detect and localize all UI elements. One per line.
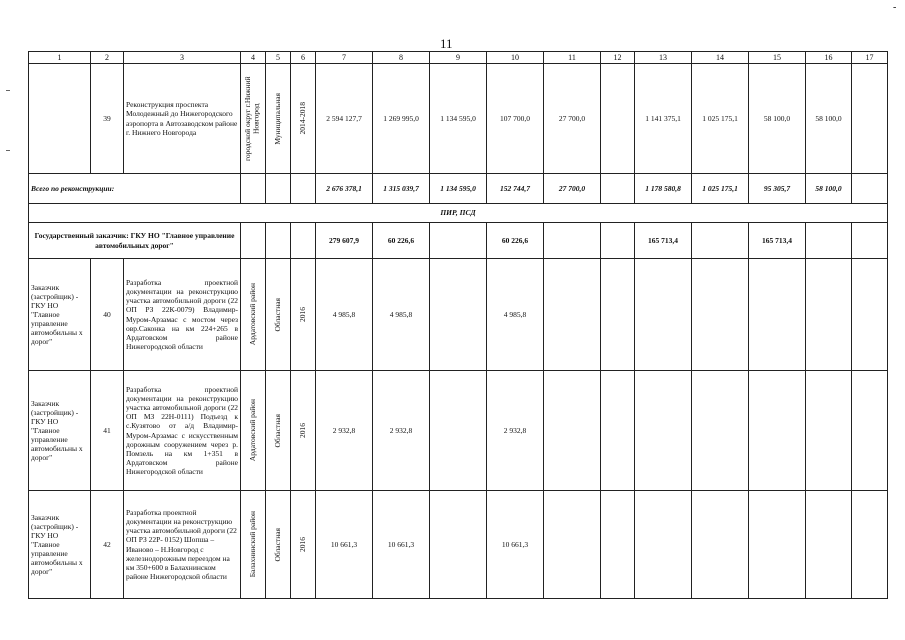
value-cell: 10 661,3 <box>316 491 373 599</box>
object-name: Реконструкция проспекта Молодежный до Нижегородского аэропорта в Автозаводском районе г. Нижнего Новгорода <box>124 64 241 174</box>
value-cell: 2 594 127,7 <box>316 64 373 174</box>
corner-mark: - <box>893 2 897 13</box>
col-header: 13 <box>635 52 692 64</box>
value-cell: 4 985,8 <box>373 259 430 371</box>
empty-cell <box>430 259 487 371</box>
territory: Ардатовский район <box>248 283 258 346</box>
value-cell: 107 700,0 <box>487 64 544 174</box>
empty-cell <box>635 259 692 371</box>
table-row <box>29 64 888 174</box>
ownership-cell <box>266 491 291 599</box>
empty-cell <box>241 174 266 204</box>
empty-cell <box>806 491 852 599</box>
client-cell <box>29 64 91 174</box>
total-value: 152 744,7 <box>487 174 544 204</box>
row-number: 39 <box>91 64 124 174</box>
total-value: 27 700,0 <box>544 174 601 204</box>
empty-cell <box>430 223 487 259</box>
empty-cell <box>266 223 291 259</box>
col-header: 3 <box>124 52 241 64</box>
customer-value: 60 226,6 <box>487 223 544 259</box>
empty-cell <box>430 371 487 491</box>
col-header: 14 <box>692 52 749 64</box>
empty-cell <box>852 223 888 259</box>
empty-cell <box>430 491 487 599</box>
table-row <box>29 491 888 599</box>
territory: городской округ г.Нижний Новгород <box>243 76 261 161</box>
territory-cell <box>241 371 266 491</box>
empty-cell <box>266 174 291 204</box>
total-value: 95 305,7 <box>749 174 806 204</box>
empty-cell <box>806 223 852 259</box>
customer-value: 279 607,9 <box>316 223 373 259</box>
empty-cell <box>601 491 635 599</box>
total-value: 1 025 175,1 <box>692 174 749 204</box>
territory-cell <box>241 259 266 371</box>
empty-cell <box>291 174 316 204</box>
value-cell <box>852 64 888 174</box>
col-header: 16 <box>806 52 852 64</box>
col-header: 6 <box>291 52 316 64</box>
value-cell: 2 932,8 <box>373 371 430 491</box>
value-cell: 1 134 595,0 <box>430 64 487 174</box>
ownership-cell <box>266 64 291 174</box>
total-value: 58 100,0 <box>806 174 852 204</box>
total-value: 2 676 378,1 <box>316 174 373 204</box>
empty-cell <box>544 223 601 259</box>
total-value: 1 315 039,7 <box>373 174 430 204</box>
year: 2016 <box>298 307 308 322</box>
row-number: 40 <box>91 259 124 371</box>
value-cell: 1 141 375,1 <box>635 64 692 174</box>
empty-cell <box>749 491 806 599</box>
value-cell: 58 100,0 <box>806 64 852 174</box>
section-title: ПИР, ПСД <box>29 204 888 223</box>
ownership-cell <box>266 259 291 371</box>
col-header: 15 <box>749 52 806 64</box>
empty-cell <box>692 259 749 371</box>
value-cell: 1 269 995,0 <box>373 64 430 174</box>
empty-cell <box>544 491 601 599</box>
customer-row <box>29 223 888 259</box>
object-name: Разработка проектной документации на реконструкцию участка автомобильной дороги (22 ОП РЗ 22Р- 0152) Шопша – Иваново – Н.Новгород с железнодорожным переездом на км 350+600 в Балахнинском районе Нижегородской области <box>124 491 241 599</box>
empty-cell <box>692 491 749 599</box>
value-cell: 2 932,8 <box>487 371 544 491</box>
ownership-cell <box>266 371 291 491</box>
client-cell: Заказчик (застройщик) - ГКУ НО "Главное управление автомобильны х дорог" <box>29 259 91 371</box>
page-number: 11 <box>440 36 453 51</box>
header-row <box>29 52 888 64</box>
period: 2014-2018 <box>298 102 308 135</box>
col-header: 8 <box>373 52 430 64</box>
value-cell: 1 025 175,1 <box>692 64 749 174</box>
col-header: 5 <box>266 52 291 64</box>
object-name: Разработка проектной документации на реконструкцию участка автомобильной дороги (22 ОП РЗ 22К-0079) Владимир-Муром-Арзамас с мостом через овр.Саконка на км 224+265 в Ардатовском районе Нижегородской области <box>124 259 241 371</box>
client-cell: Заказчик (застройщик) - ГКУ НО "Главное управление автомобильны х дорог" <box>29 491 91 599</box>
margin-tick <box>6 90 10 91</box>
value-cell: 58 100,0 <box>749 64 806 174</box>
ownership: Муниципальная <box>273 92 283 145</box>
empty-cell <box>692 371 749 491</box>
col-header: 11 <box>544 52 601 64</box>
empty-cell <box>601 223 635 259</box>
empty-cell <box>749 371 806 491</box>
year: 2016 <box>298 423 308 438</box>
ownership: Областная <box>273 297 283 332</box>
col-header: 1 <box>29 52 91 64</box>
col-header: 10 <box>487 52 544 64</box>
table-row <box>29 259 888 371</box>
customer-value: 60 226,6 <box>373 223 430 259</box>
customer-label: Государственный заказчик: ГКУ НО "Главное управление автомобильных дорог" <box>29 223 241 259</box>
territory-cell <box>241 64 266 174</box>
empty-cell <box>601 174 635 204</box>
territory: Балахнинский район <box>248 511 258 578</box>
value-cell <box>601 64 635 174</box>
empty-cell <box>291 223 316 259</box>
empty-cell <box>806 259 852 371</box>
value-cell: 2 932,8 <box>316 371 373 491</box>
empty-cell <box>852 174 888 204</box>
col-header: 12 <box>601 52 635 64</box>
row-number: 41 <box>91 371 124 491</box>
year-cell <box>291 259 316 371</box>
empty-cell <box>601 259 635 371</box>
year-cell <box>291 491 316 599</box>
value-cell: 4 985,8 <box>487 259 544 371</box>
value-cell: 27 700,0 <box>544 64 601 174</box>
empty-cell <box>852 259 888 371</box>
total-row <box>29 174 888 204</box>
ownership: Областная <box>273 527 283 562</box>
period-cell <box>291 64 316 174</box>
empty-cell <box>544 259 601 371</box>
row-number: 42 <box>91 491 124 599</box>
col-header: 4 <box>241 52 266 64</box>
table-row <box>29 371 888 491</box>
empty-cell <box>601 371 635 491</box>
object-name: Разработка проектной документации на реконструкцию участка автомобильной дороги (22 ОП МЗ 22Н-0111) Подъезд к с.Кузятово от а/д Владимир-Муром-Арзамас с искусственным дорожным сооружением через р. Помзель на км 1+351 в Ардатовском районе Нижегородской области <box>124 371 241 491</box>
empty-cell <box>241 223 266 259</box>
client-cell: Заказчик (застройщик) - ГКУ НО "Главное управление автомобильны х дорог" <box>29 371 91 491</box>
investment-table <box>28 51 888 599</box>
year: 2016 <box>298 537 308 552</box>
ownership: Областная <box>273 413 283 448</box>
col-header: 17 <box>852 52 888 64</box>
territory-cell <box>241 491 266 599</box>
customer-value: 165 713,4 <box>635 223 692 259</box>
col-header: 7 <box>316 52 373 64</box>
col-header: 2 <box>91 52 124 64</box>
margin-tick <box>6 150 10 151</box>
value-cell: 4 985,8 <box>316 259 373 371</box>
territory: Ардатовский район <box>248 399 258 462</box>
empty-cell <box>806 371 852 491</box>
empty-cell <box>852 371 888 491</box>
total-value: 1 134 595,0 <box>430 174 487 204</box>
col-header: 9 <box>430 52 487 64</box>
customer-value: 165 713,4 <box>749 223 806 259</box>
total-label: Всего по реконструкции: <box>29 174 241 204</box>
empty-cell <box>635 491 692 599</box>
year-cell <box>291 371 316 491</box>
empty-cell <box>749 259 806 371</box>
total-value: 1 178 580,8 <box>635 174 692 204</box>
empty-cell <box>635 371 692 491</box>
empty-cell <box>544 371 601 491</box>
empty-cell <box>852 491 888 599</box>
empty-cell <box>692 223 749 259</box>
section-header-row <box>29 204 888 223</box>
value-cell: 10 661,3 <box>487 491 544 599</box>
value-cell: 10 661,3 <box>373 491 430 599</box>
